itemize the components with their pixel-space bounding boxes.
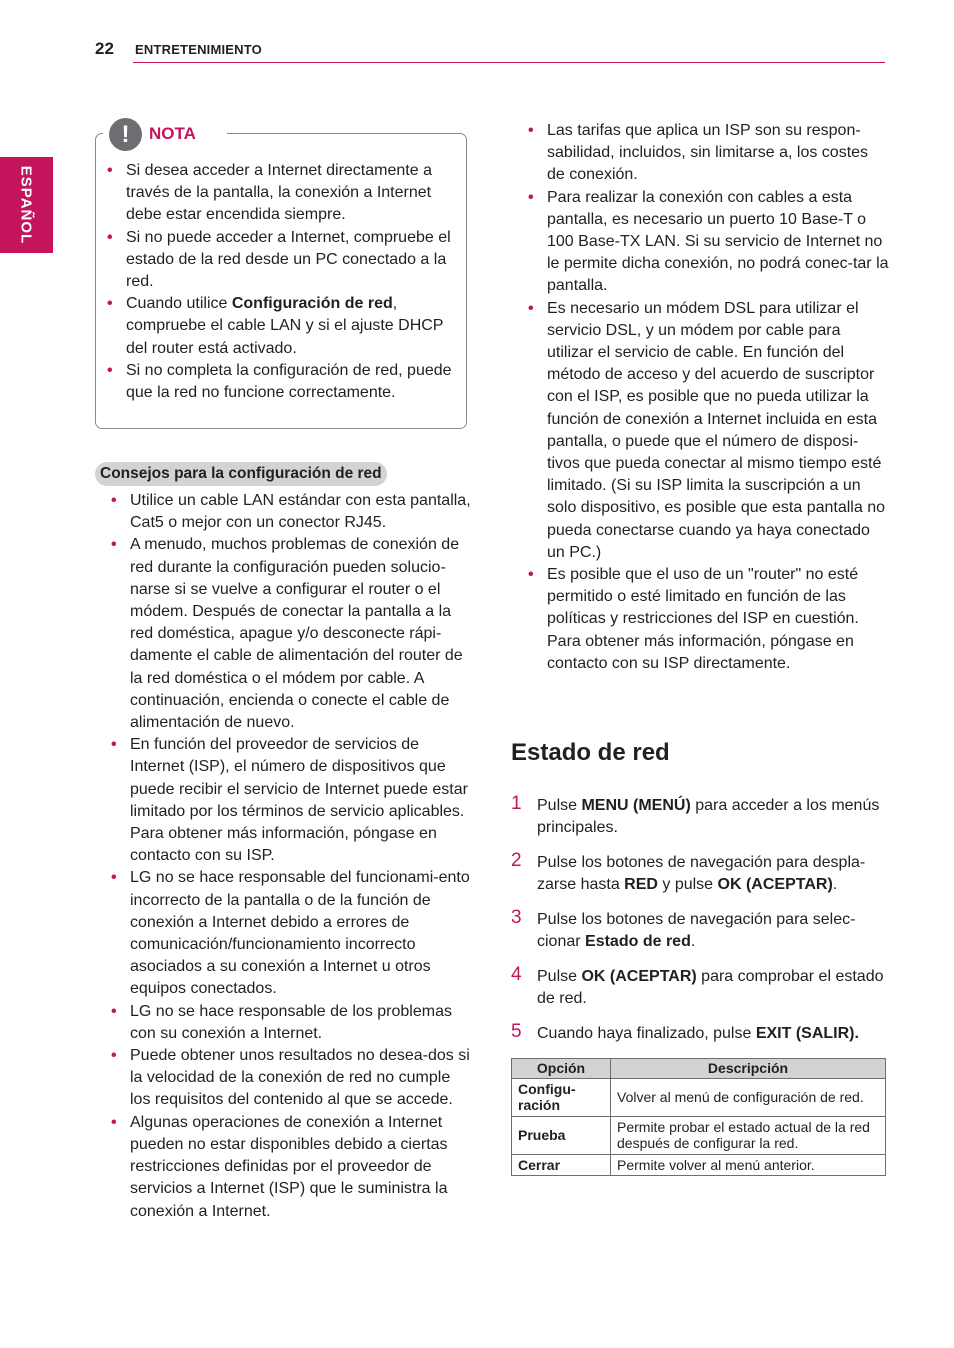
table-cell-option: Configu-ración: [512, 1078, 611, 1116]
right-column-item: • Las tarifas que aplica un ISP son su respon-sabilidad, incluidos, sin limitarse a, los costes de conexión.: [528, 120, 890, 187]
table-row: [512, 1116, 886, 1154]
step-item: 2 Pulse los botones de navegación para despla-zarse hasta RED y pulse OK (ACEPTAR).: [511, 849, 866, 894]
tips-heading: Consejos para la configuración de red: [95, 462, 387, 486]
step-number: 4: [511, 963, 522, 985]
step-item: 3 Pulse los botones de navegación para selec-cionar Estado de red.: [511, 906, 856, 951]
tips-list: [111, 490, 471, 1223]
section-label: ENTRETENIMIENTO: [135, 42, 262, 57]
step-number: 3: [511, 906, 522, 928]
right-column-list: [528, 120, 890, 675]
table-cell-option: Cerrar: [512, 1154, 611, 1176]
note-item: • Si no completa la configuración de red, puede que la red no funcione correctamente.: [107, 360, 459, 404]
right-column-item: • Para realizar la conexión con cables a esta pantalla, es necesario un puerto 10 Base-T o 100 Base-TX LAN. Si su servicio de Internet no le permite dicha conexión, no podrá conec-tar la pantalla.: [528, 187, 890, 298]
table-cell-description: Volver al menú de configuración de red.: [611, 1078, 886, 1116]
table-cell-description: Permite volver al menú anterior.: [611, 1154, 886, 1176]
tips-item: • A menudo, muchos problemas de conexión de red durante la configuración pueden solucio-narse si se vuelve a configurar el router o el módem. Después de conectar la pantalla a la red doméstica, apague y/o desconecte rápi-damente el cable de alimentación del router de la red doméstica o el módem por cable. A continuación, encienda o conecte el cable de alimentación de nuevo.: [111, 534, 471, 734]
step-item: 5 Cuando haya finalizado, pulse EXIT (SALIR).: [511, 1020, 859, 1042]
estado-de-red-title: Estado de red: [511, 739, 670, 766]
table-cell-description: Permite probar el estado actual de la red después de configurar la red.: [611, 1116, 886, 1154]
note-title: NOTA: [149, 124, 196, 143]
note-item: • Si desea acceder a Internet directamente a través de la pantalla, la conexión a Internet debe estar encendida siempre.: [107, 160, 459, 227]
exclamation-icon: !: [109, 118, 142, 151]
right-column-item: • Es necesario un módem DSL para utilizar el servicio DSL, y un módem por cable para utilizar el servicio de cable. En función del método de acceso y del acuerdo de suscriptor con el ISP, es posible que no pueda utilizar la función de conexión a Internet incluida en esta pantalla, o puede que el número de disposi-tivos que pueda conectar al mismo tiempo esté limitado. (Si su ISP limita la suscripción a un solo dispositivo, es posible que esta pantalla no pueda conectarse cuando ya haya conectado un PC.): [528, 298, 890, 564]
table-header-description: Descripción: [611, 1059, 886, 1079]
language-side-tab: [0, 157, 53, 253]
table-header-row: [512, 1059, 886, 1079]
note-list: [107, 160, 459, 404]
tips-item: • LG no se hace responsable del funcionami-ento incorrecto de la pantalla o de la función de conexión a Internet debido a errores de comunicación/funcionamiento incorrecto asociados a su conexión a Internet u otros equipos conectados.: [111, 867, 471, 1000]
steps-list: [511, 795, 891, 1057]
step-number: 5: [511, 1020, 522, 1042]
tips-item: • Utilice un cable LAN estándar con esta pantalla, Cat5 o mejor con un conector RJ45.: [111, 490, 471, 534]
header-rule: [133, 62, 885, 63]
language-side-tab-label: ESPAÑOL: [17, 165, 35, 245]
note-item: • Si no puede acceder a Internet, compruebe el estado de la red desde un PC conectado a la red.: [107, 227, 459, 294]
table-row: [512, 1078, 886, 1116]
step-item: 1 Pulse MENU (MENÚ) para acceder a los menús principales.: [511, 793, 880, 837]
tips-item: • LG no se hace responsable de los problemas con su conexión a Internet.: [111, 1001, 471, 1045]
tips-item: • En función del proveedor de servicios de Internet (ISP), el número de dispositivos que puede recibir el servicio de Internet puede estar limitado por los términos de servicio aplicables. Para obtener más información, póngase en contacto con su ISP.: [111, 734, 471, 867]
options-table: [511, 1058, 886, 1176]
table-header-option: Opción: [512, 1059, 611, 1079]
note-item: • Cuando utilice Configuración de red, compruebe el cable LAN y si el ajuste DHCP del router está activado.: [107, 293, 459, 360]
step-number: 1: [511, 793, 522, 814]
tips-item: • Puede obtener unos resultados no desea-dos si la velocidad de la conexión de red no cumple los requisitos del contenido al que se accede.: [111, 1045, 471, 1112]
right-column-item: • Es posible que el uso de un "router" no esté permitido o esté limitado en función de las políticas y restricciones del ISP en cuestión. Para obtener más información, póngase en contacto con su ISP directamente.: [528, 564, 890, 675]
step-item: 4 Pulse OK (ACEPTAR) para comprobar el estado de red.: [511, 963, 884, 1007]
page-number: 22: [95, 39, 114, 58]
step-number: 2: [511, 849, 522, 871]
tips-item: • Algunas operaciones de conexión a Internet pueden no estar disponibles debido a ciertas restricciones definidas por el proveedor de servicios a Internet (ISP) que le suministra la conexión a Internet.: [111, 1112, 471, 1223]
table-cell-option: Prueba: [512, 1116, 611, 1154]
table-row: [512, 1154, 886, 1176]
